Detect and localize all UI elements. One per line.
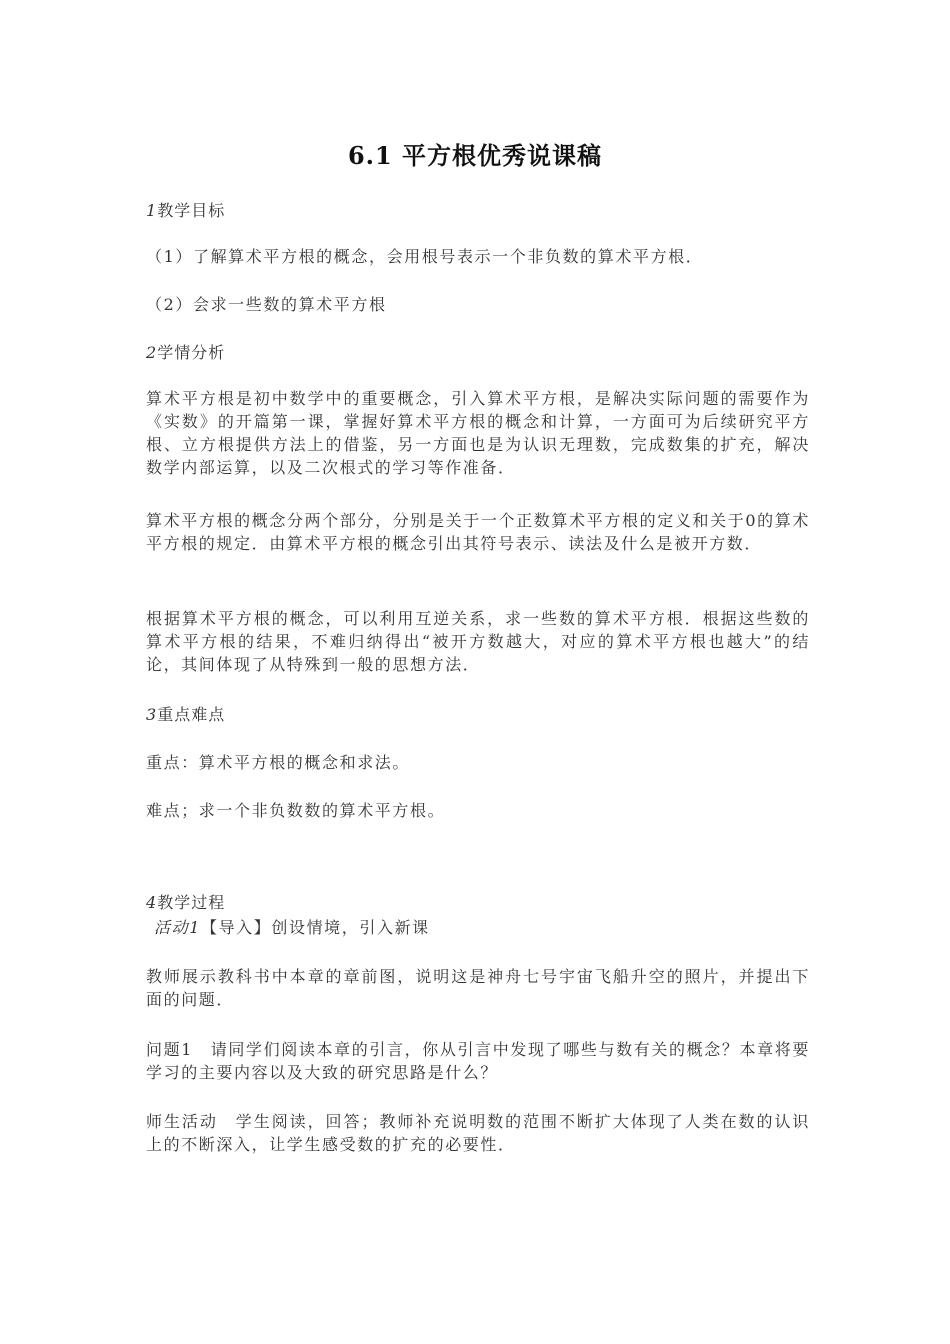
- teacher-student-activity: 师生活动 学生阅读，回答；教师补充说明数的范围不断扩大体现了人类在数的认识上的不断深入，让学生感受数的扩充的必要性．: [146, 1112, 810, 1154]
- objective-item-1: （1）了解算术平方根的概念，会用根号表示一个非负数的算术平方根．: [146, 247, 704, 266]
- section-4-heading: [146, 891, 810, 914]
- activity-label: 活动: [154, 918, 190, 937]
- activity-text: 【导入】创设情境，引入新课: [200, 918, 430, 937]
- analysis-paragraph-3: 根据算术平方根的概念，可以利用互逆关系，求一些数的算术平方根．根据这些数的算术平方根的结果，不难归纳得出“被开方数越大，对应的算术平方根也越大”的结论，其间体现了从特殊到一般的思想方法．: [146, 609, 810, 674]
- objective-item-2: （2）会求一些数的算术平方根: [146, 295, 387, 314]
- section-number: 1: [146, 201, 158, 220]
- question-1-paragraph: 问题1 请同学们阅读本章的引言，你从引言中发现了哪些与数有关的概念？本章将要学习的主要内容以及大致的研究思路是什么？: [146, 1040, 810, 1082]
- analysis-paragraph-2: 算术平方根的概念分两个部分，分别是关于一个正数算术平方根的定义和关于0的算术平方根的规定．由算术平方根的概念引出其符号表示、读法及什么是被开方数．: [146, 511, 810, 553]
- section-title: 教学过程: [157, 893, 226, 912]
- document-title: 6.1 平方根优秀说课稿: [347, 141, 603, 170]
- difficult-point: 难点；求一个非负数数的算术平方根。: [146, 801, 446, 820]
- section-1-heading: [146, 199, 810, 222]
- section-title: 教学目标: [157, 201, 226, 220]
- section-number: 3: [146, 705, 158, 724]
- section-title: 重点难点: [157, 705, 226, 724]
- key-point: 重点：算术平方根的概念和求法。: [146, 753, 411, 772]
- section-number: 2: [146, 343, 158, 362]
- section-title: 学情分析: [157, 343, 226, 362]
- section-3-heading: [146, 703, 810, 726]
- process-paragraph-1: 教师展示教科书中本章的章前图，说明这是神舟七号宇宙飞船升空的照片，并提出下面的问题．: [146, 967, 810, 1009]
- section-2-heading: [146, 341, 810, 364]
- activity-number: 1: [189, 918, 201, 937]
- analysis-paragraph-1: 算术平方根是初中数学中的重要概念，引入算术平方根，是解决实际问题的需要作为《实数》的开篇第一课，掌握好算术平方根的概念和计算，一方面可为后续研究平方根、立方根提供方法上的借鉴，另一方面也是为认识无理数，完成数集的扩充，解决数学内部运算，以及二次根式的学习等作准备．: [146, 389, 810, 477]
- activity-1-heading: [146, 916, 818, 939]
- section-number: 4: [146, 893, 158, 912]
